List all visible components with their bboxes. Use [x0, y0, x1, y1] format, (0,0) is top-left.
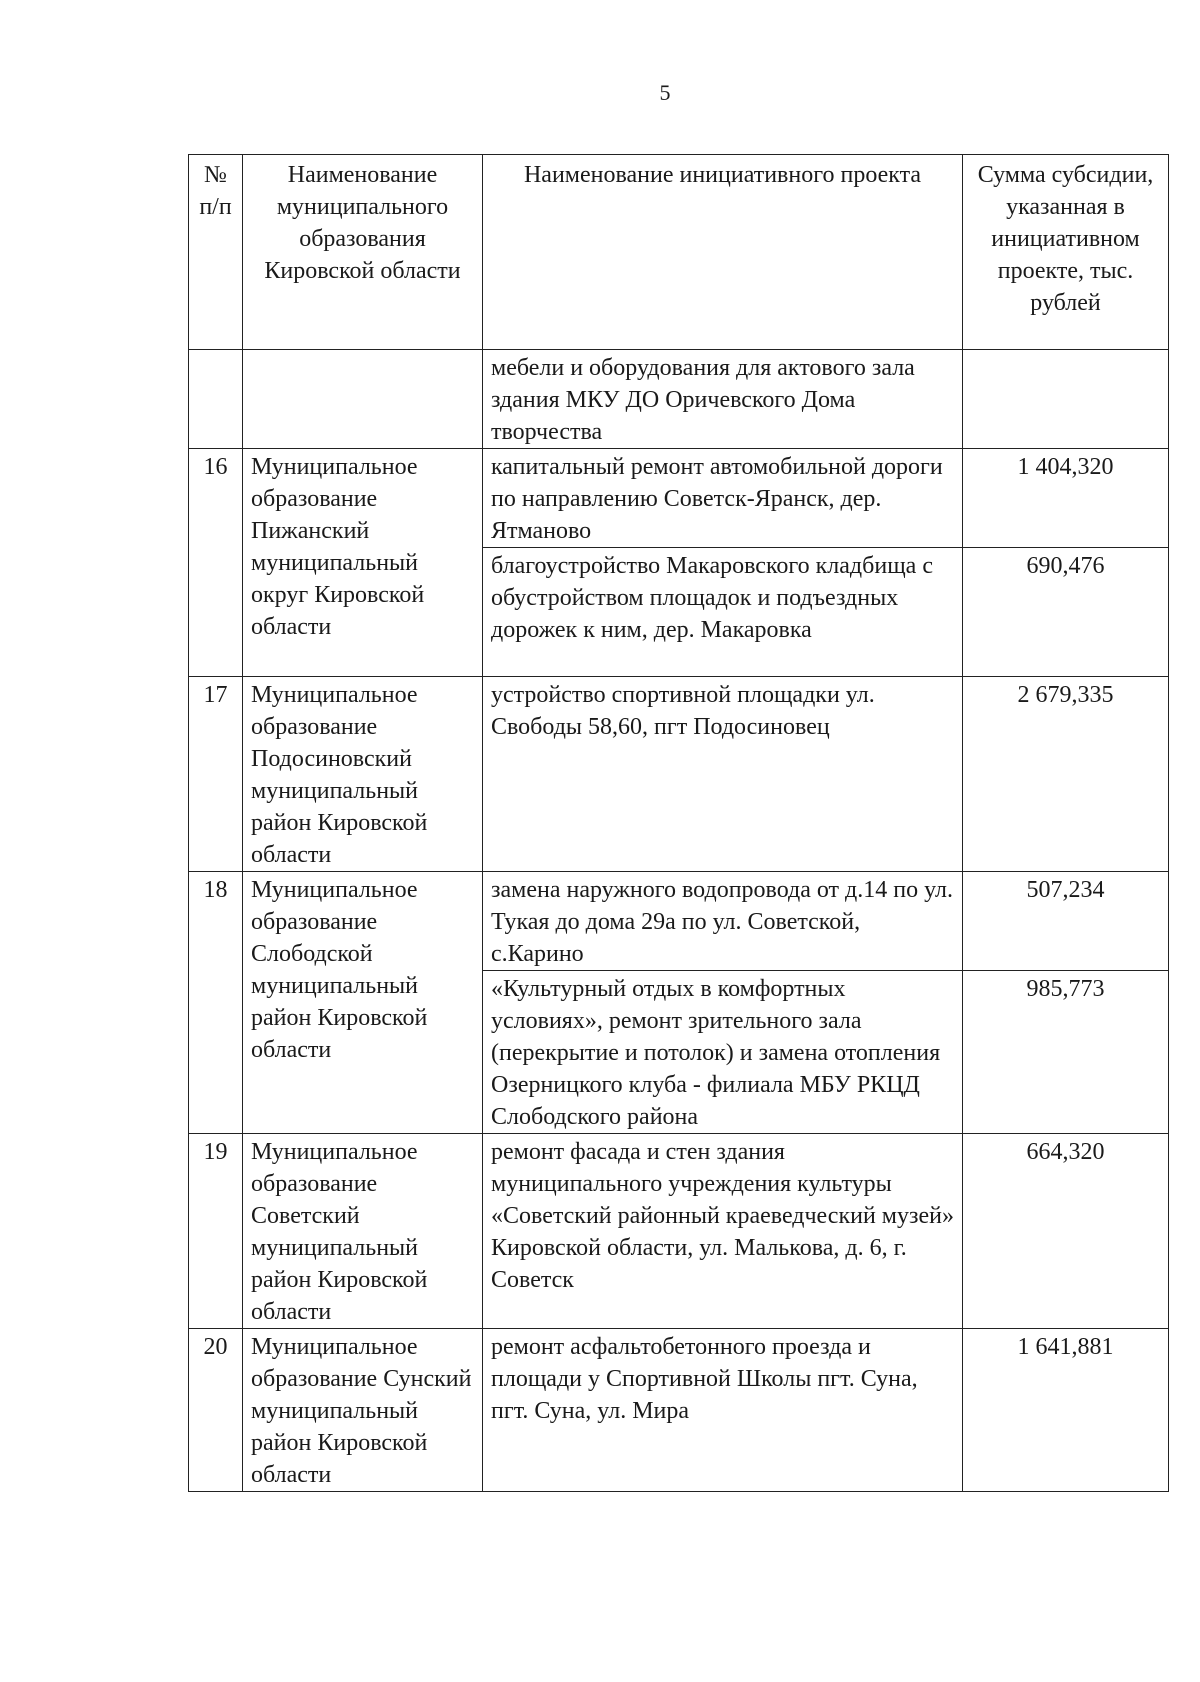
cell-num: 20 [189, 1329, 243, 1492]
header-project: Наименование инициативного проекта [483, 155, 963, 350]
cell-project: мебели и оборудования для актового зала здания МКУ ДО Оричевского Дома творчества [483, 350, 963, 449]
cell-sum: 664,320 [963, 1134, 1169, 1329]
table-row [189, 677, 1169, 872]
cell-municipality: Муниципальное образование Пижанский муниципальный округ Кировской области [243, 449, 483, 677]
table-row-continuation [189, 350, 1169, 449]
header-municipality: Наименование муниципального образования Кировской области [243, 155, 483, 350]
cell-num: 16 [189, 449, 243, 677]
cell-municipality: Муниципальное образование Сунский муниципальный район Кировской области [243, 1329, 483, 1492]
cell-municipality: Муниципальное образование Подосиновский муниципальный район Кировской области [243, 677, 483, 872]
cell-project: капитальный ремонт автомобильной дороги по направлению Советск-Яранск, дер. Ятманово [483, 449, 963, 548]
table-row [189, 449, 1169, 548]
cell-sum: 1 641,881 [963, 1329, 1169, 1492]
cell-num: 18 [189, 872, 243, 1134]
cell-sum: 507,234 [963, 872, 1169, 971]
cell-sum: 985,773 [963, 971, 1169, 1134]
table-row [189, 872, 1169, 971]
cell-project: благоустройство Макаровского кладбища с обустройством площадок и подъездных дорожек к ним, дер. Макаровка [483, 548, 963, 677]
cell-project: «Культурный отдых в комфортных условиях», ремонт зрительного зала (перекрытие и потолок) и замена отопления Озерницкого клуба - филиала МБУ РКЦД Слободского района [483, 971, 963, 1134]
page-number: 5 [659, 80, 671, 105]
cell-project: замена наружного водопровода от д.14 по ул. Тукая до дома 29а по ул. Советской, с.Карино [483, 872, 963, 971]
cell-municipality: Муниципальное образование Слободской муниципальный район Кировской области [243, 872, 483, 1134]
header-num: № п/п [189, 155, 243, 350]
cell-sum: 2 679,335 [963, 677, 1169, 872]
cell-sum [963, 350, 1169, 449]
cell-municipality: Муниципальное образование Советский муниципальный район Кировской области [243, 1134, 483, 1329]
table-header-row [189, 155, 1169, 350]
subsidy-table [188, 154, 1169, 1492]
cell-sum: 1 404,320 [963, 449, 1169, 548]
table-row [189, 1134, 1169, 1329]
table-row [189, 1329, 1169, 1492]
cell-sum: 690,476 [963, 548, 1169, 677]
header-sum: Сумма субсидии, указанная в инициативном проекте, тыс. рублей [963, 155, 1169, 350]
cell-num: 17 [189, 677, 243, 872]
cell-project: ремонт фасада и стен здания муниципального учреждения культуры «Советский районный краеведческий музей» Кировской области, ул. Малькова, д. 6, г. Советск [483, 1134, 963, 1329]
cell-project: ремонт асфальтобетонного проезда и площади у Спортивной Школы пгт. Суна, пгт. Суна, ул. Мира [483, 1329, 963, 1492]
cell-project: устройство спортивной площадки ул. Свободы 58,60, пгт Подосиновец [483, 677, 963, 872]
cell-municipality [243, 350, 483, 449]
cell-num: 19 [189, 1134, 243, 1329]
cell-num [189, 350, 243, 449]
